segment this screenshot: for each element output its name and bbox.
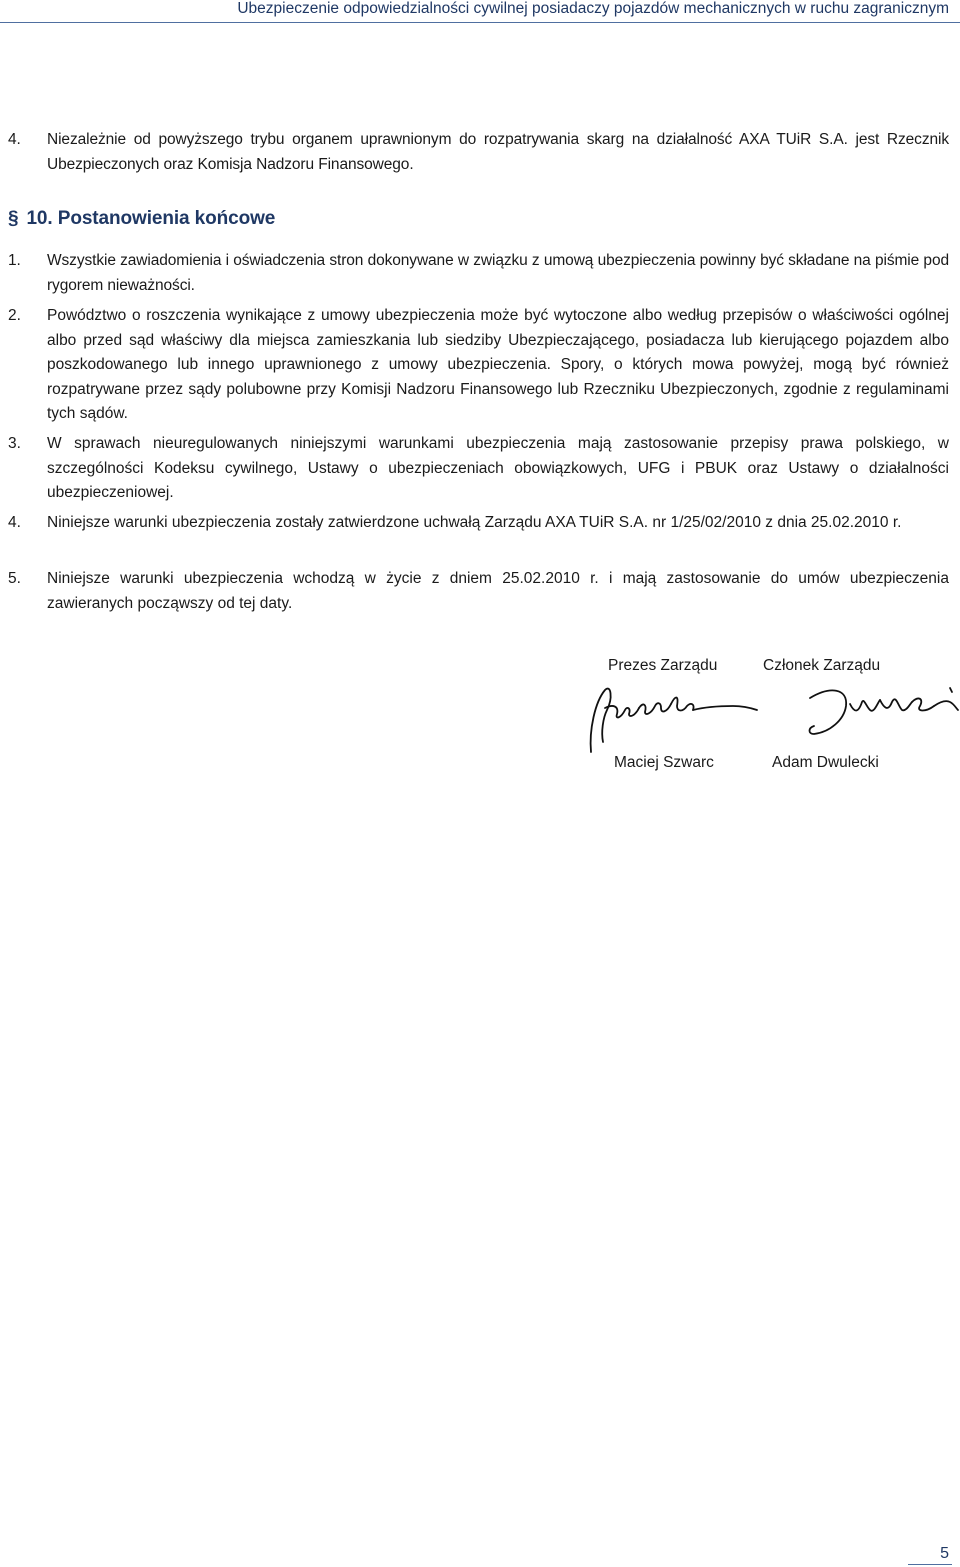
signature-name-right: Adam Dwulecki xyxy=(772,754,879,771)
list-item-5 xyxy=(0,567,949,616)
page-number: 5 xyxy=(940,1545,949,1562)
intro-item-number: 4. xyxy=(8,131,21,148)
intro-item-text: Niezależnie od powyższego trybu organem uprawnionym do rozpatrywania skarg na działalność AXA TUiR S.A. jest Rzecznik Ubezpieczonych oraz Komisja Nadzoru Finansowego. xyxy=(47,131,949,173)
section-title-text: 10. Postanowienia końcowe xyxy=(26,208,276,229)
signature-role-right: Członek Zarządu xyxy=(763,657,881,674)
list-item-4 xyxy=(0,511,949,536)
list-item-number: 3. xyxy=(8,435,21,452)
footer-divider xyxy=(908,1564,952,1565)
list-item-number: 5. xyxy=(8,570,21,587)
list-item-text: Niniejsze warunki ubezpieczenia wchodzą w życie z dniem 25.02.2010 r. i mają zastosowanie do umów ubezpieczenia zawieranych począwszy od tej daty. xyxy=(47,570,949,612)
list-item-text: Wszystkie zawiadomienia i oświadczenia stron dokonywane w związku z umową ubezpieczenia powinny być składane na piśmie pod rygorem nieważności. xyxy=(47,252,949,294)
list-item-text: W sprawach nieuregulowanych niniejszymi warunkami ubezpieczenia mają zastosowanie przepisy prawa polskiego, w szczególności Kodeksu cywilnego, Ustawy o ubezpieczeniach obowiązkowych, UFG i PBUK oraz Ustawy o działalności ubezpieczeniowej. xyxy=(47,435,949,501)
list-item-text: Powództwo o roszczenia wynikające z umowy ubezpieczenia może być wytoczone albo według przepisów o właściwości ogólnej albo przed sąd właściwy dla miejsca zamieszkania lub siedziby Ubezpieczającego, posiadacza lub kierującego pojazdem albo poszkodowanego lub innego uprawnionego z umowy ubezpieczenia. Spory, o których mowa powyżej, mogą być również rozpatrywane przez sądy polubowne przy Komisji Nadzoru Finansowego lub Rzeczniku Ubezpieczonych, zgodnie z regulaminami tych sądów. xyxy=(47,307,949,422)
list-item-text: Niniejsze warunki ubezpieczenia zostały zatwierdzone uchwałą Zarządu AXA TUiR S.A. nr 1/25/02/2010 z dnia 25.02.2010 r. xyxy=(47,514,902,531)
signature-left-image xyxy=(583,680,763,758)
section-sign: § xyxy=(8,208,19,229)
section-heading xyxy=(8,206,275,232)
signature-role-left: Prezes Zarządu xyxy=(608,657,718,674)
signature-name-left: Maciej Szwarc xyxy=(614,754,714,771)
list-item-3 xyxy=(0,432,949,506)
list-item-number: 1. xyxy=(8,252,21,269)
running-header: Ubezpieczenie odpowiedzialności cywilnej posiadaczy pojazdów mechanicznych w ruchu zagranicznym xyxy=(237,0,949,17)
intro-item xyxy=(0,128,949,177)
signature-right-image xyxy=(800,680,960,740)
list-item-number: 2. xyxy=(8,307,21,324)
list-item-number: 4. xyxy=(8,514,21,531)
list-item-2 xyxy=(0,304,949,427)
list-item-1 xyxy=(0,249,949,298)
header-divider xyxy=(0,22,960,23)
